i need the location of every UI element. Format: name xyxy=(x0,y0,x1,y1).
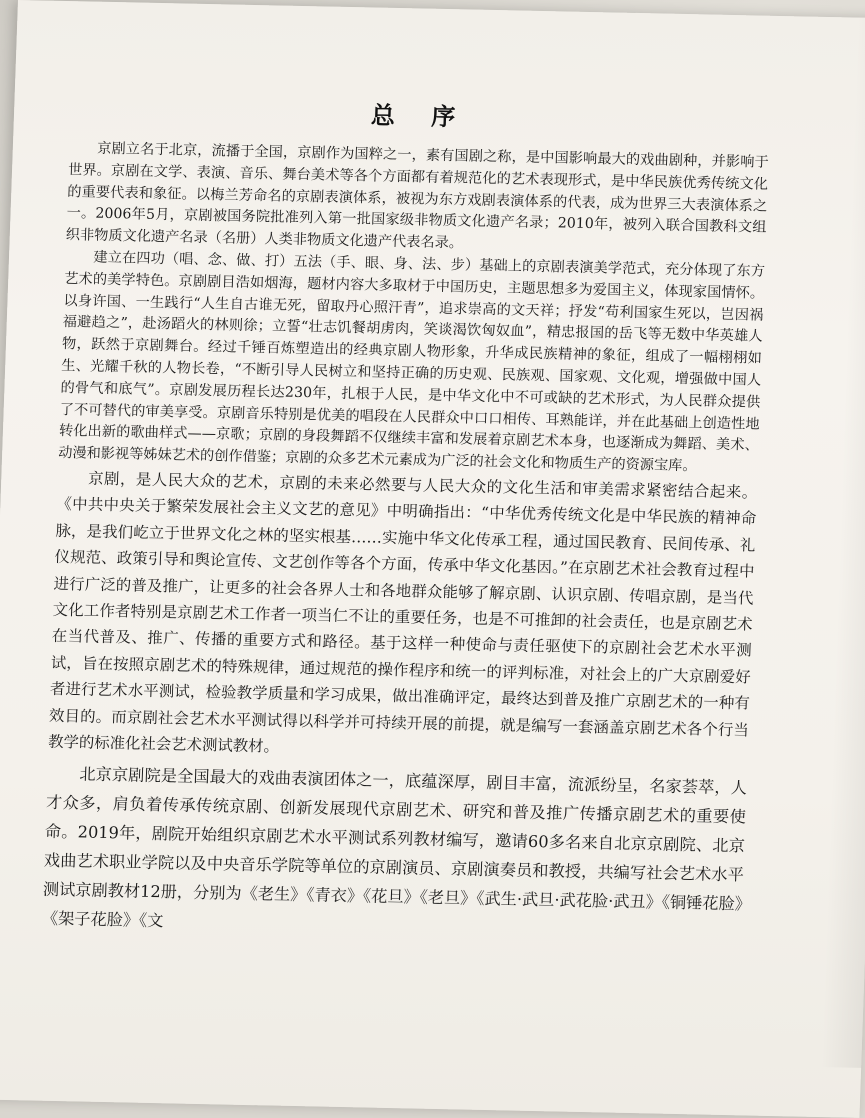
paragraph-4: 北京京剧院是全国最大的戏曲表演团体之一，底蕴深厚，剧目丰富，流派纷呈，名家荟萃，人才众多，肩负着传承传统京剧、创新发展现代京剧艺术、研究和普及推广传播京剧艺术的重要使命。2019年，剧院开始组织京剧艺术水平测试系列教材编写，邀请60多名来自北京京剧院、北京戏曲艺术职业学院以及中央音乐学院等单位的京剧演员、京剧演奏员和教授，共编写社会艺术水平测试京剧教材12册，分别为《老生》《青衣》《花旦》《老旦》《武生·武旦·武花脸·武丑》《铜锤花脸》《架子花脸》《文 xyxy=(41,764,748,931)
paragraph-1: 京剧立名于北京，流播于全国，京剧作为国粹之一，素有国剧之称，是中国影响最大的戏曲剧种，并影响于世界。京剧在文学、表演、音乐、舞台美术等各个方面都有着规范化的艺术表现形式，是中华民族优秀传统文化的重要代表和象征。以梅兰芳命名的京剧表演体系，被视为东方戏剧表演体系的代表，成为世界三大表演体系之一。2006年5月，京剧被国务院批准列入第一批国家级非物质文化遗产名录；2010年，被列入联合国教科文组织非物质文化遗产名录（名册）人类非物质文化遗产代表名录。 xyxy=(65,140,769,252)
paragraph-2: 建立在四功（唱、念、做、打）五法（手、眼、身、法、步）基础上的京剧表演美学范式，充分体现了东方艺术的美学特色。京剧剧目浩如烟海，题材内容大多取材于中国历史，主题思想多为爱国主义，体现家国情怀。以身许国、一生践行“人生自古谁无死，留取丹心照汗青”，追求崇高的文天祥；抒发“苟利国家生死以，岂因祸福避趋之”，赴汤蹈火的林则徐；立誓“壮志饥餐胡虏肉，笑谈渴饮匈奴血”，精忠报国的岳飞等无数中华英雄人物，跃然于京剧舞台。经过千锤百炼塑造出的经典京剧人物形象，升华成民族精神的象征，组成了一幅栩栩如生、光耀千秋的人物长卷，“不断引导人民树立和坚持正确的历史观、民族观、国家观、文化观，增强做中国人的骨气和底气”。京剧发展历程长达230年，扎根于人民，是中华文化中不可或缺的艺术形式，为人民群众提供了不可替代的审美享受。京剧音乐特别是优美的唱段在人民群众中口口相传、耳熟能详，并在此基础上创造性地转化出新的歌曲样式——京歌；京剧的身段舞蹈不仅继续丰富和发展着京剧艺术本身，也逐渐成为舞蹈、美术、动漫和影视等姊妹艺术的创作借鉴；京剧的众多艺术元素成为广泛的社会文化和物质生产的资源宝库。 xyxy=(57,249,766,475)
page-edge-shadow xyxy=(821,18,865,1068)
paragraph-3: 京剧，是人民大众的艺术，京剧的未来必然要与人民大众的文化生活和审美需求紧密结合起来。《中共中央关于繁荣发展社会主义文艺的意见》中明确指出：“中华优秀传统文化是中华民族的精神命脉，是我们屹立于世界文化之林的坚实根基……实施中华文化传承工程，通过国民教育、民间传承、礼仪规范、政策引导和舆论宣传、文艺创作等各个方面，传承中华文化基因。”在京剧艺术社会教育过程中进行广泛的普及推广，让更多的社会各界人士和各地群众能够了解京剧、认识京剧、传唱京剧，是当代文化工作者特别是京剧艺术工作者一项当仁不让的重要任务，也是不可推卸的社会责任，也是京剧艺术在当代普及、推广、传播的重要方式和路径。基于这样一种使命与责任驱使下的京剧社会艺术水平测试，旨在按照京剧艺术的特殊规律，通过规范的操作程序和统一的评判标准，对社会上的广大京剧爱好者进行艺术水平测试，检验教学质量和学习成果，做出准确评定，最终达到普及推广京剧艺术的一种有效目的。而京剧社会艺术水平测试得以科学并可持续开展的前提，就是编写一套涵盖京剧艺术各个行当教学的标准化社会艺术测试教材。 xyxy=(47,469,758,756)
page-content xyxy=(41,89,770,948)
page-title: 总 序 xyxy=(370,100,470,132)
show-through-text: ​ xyxy=(334,102,335,114)
